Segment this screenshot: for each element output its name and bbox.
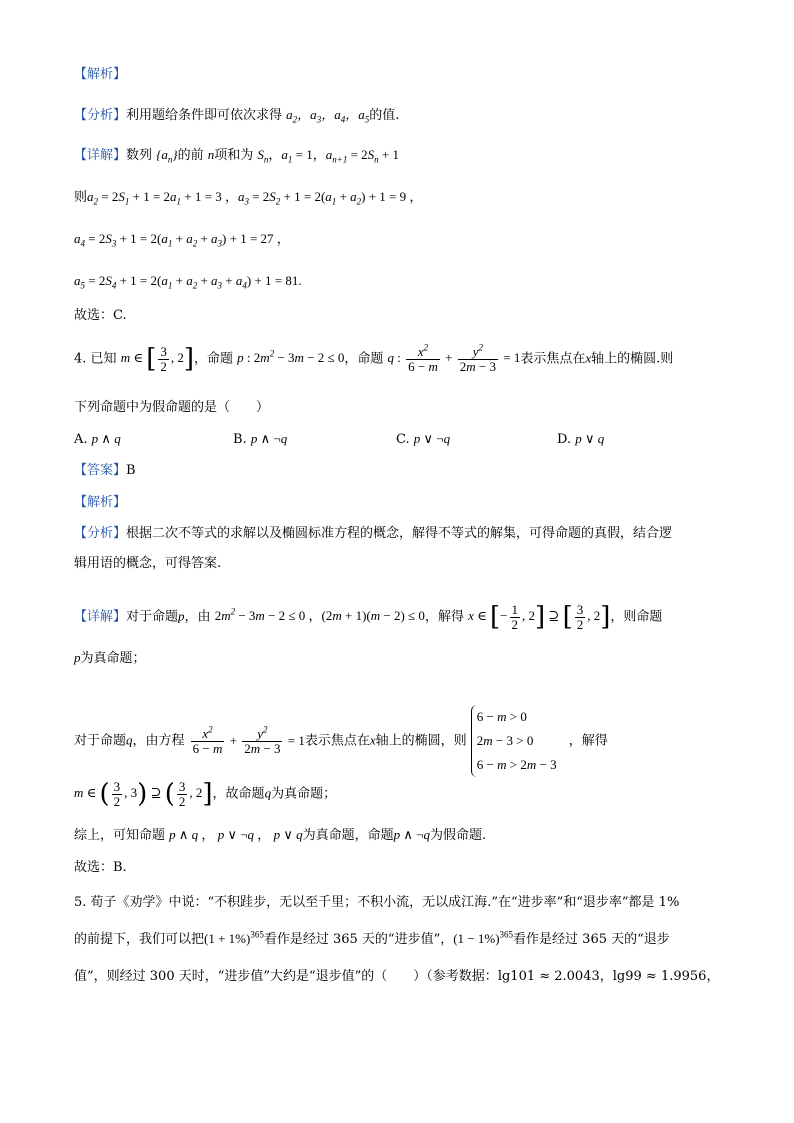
- math-true-props: p ∧ q ， p ∨ ¬q ， p ∨ q: [169, 827, 303, 842]
- math-option: p ∨ ¬q: [413, 431, 451, 446]
- detail-q-line-2: [74, 780, 336, 809]
- text: 看作是经过 365 天的“退步: [513, 932, 670, 947]
- detail-p-line-2: [74, 649, 146, 668]
- math-q: q: [264, 785, 272, 801]
- fraction: $\frac{y^2}{2m - 3}$: [244, 724, 281, 757]
- math-regress: $(1 - 1\%)^{365}$: [453, 929, 514, 946]
- math-lg99: lg99 ≈ 1.9956: [612, 969, 707, 984]
- text: ，: [706, 969, 720, 984]
- fraction: $\frac{3}{2}$: [160, 344, 167, 374]
- section-heading-analysis-2: [74, 494, 126, 512]
- math-p: p: [178, 608, 185, 624]
- fenxi-text: 利用题给条件即可依次求得: [126, 108, 283, 123]
- question-5-line-2: [74, 930, 670, 949]
- calc-line-1: [74, 188, 422, 207]
- text: ，命题: [344, 351, 384, 367]
- math-ineq: $2m^2 - 3m - 2 \le 0$ ，(2m + 1)(m − 2) ≤ 0: [214, 607, 425, 624]
- text: 故选：C.: [74, 308, 127, 323]
- text: 则: [74, 190, 88, 205]
- math-lg101: lg101 ≈ 2.0043: [497, 969, 600, 984]
- text: 对于命题: [126, 609, 179, 625]
- math-a2-a3: $a_2 = 2S_1 + 1 = 2a_1 + 1 = 3$ ，$a_3 = 2S_2 + 1 = 2(a_1 + a_2) + 1 = 9$ ，: [87, 189, 423, 207]
- xiangjie-line: [74, 146, 399, 165]
- math-option: p ∧ ¬q: [250, 431, 288, 446]
- text: 综上，可知命题: [74, 828, 166, 843]
- text: 表示焦点在: [304, 733, 370, 749]
- answer-label: 【答案】: [74, 463, 127, 478]
- text: 项和为: [214, 148, 254, 163]
- text: 轴上的椭圆，则: [375, 733, 467, 749]
- text: ，故命题: [212, 786, 265, 802]
- text: 值”，则经过 300 天时，“进步值”大约是“退步值”的（ ）（参考数据：: [74, 969, 498, 984]
- fenxi-tail: 的值.: [369, 108, 400, 123]
- summary-line: [74, 826, 486, 845]
- conclusion-1: [74, 307, 127, 325]
- text: ，解得: [424, 609, 464, 625]
- xiangjie-label: 【详解】: [74, 609, 127, 625]
- option-b[interactable]: [233, 431, 287, 447]
- fraction: $\frac{x^2}{6 - m}$: [192, 724, 223, 757]
- option-label: B.: [233, 432, 247, 447]
- fenxi-line: [74, 106, 399, 125]
- option-label: C.: [396, 432, 410, 447]
- question-4-line-2: [74, 399, 269, 417]
- text: 表示焦点在: [520, 351, 586, 367]
- question-5-line-3: [74, 968, 719, 986]
- text: 故选：B.: [74, 860, 127, 875]
- text: 下列命题中为假命题的是（ ）: [74, 400, 270, 415]
- math-option: p ∧ q: [91, 431, 121, 446]
- text: ，: [599, 969, 613, 984]
- fenxi-2-line-1: [74, 525, 672, 543]
- fraction: $\frac{1}{2}$: [511, 602, 518, 632]
- question-5-line-1: [74, 894, 679, 912]
- text: 轴上的椭圆.则: [591, 351, 674, 367]
- option-c[interactable]: [396, 431, 450, 447]
- math-p: p: [74, 650, 81, 665]
- text: 为假命题.: [429, 828, 487, 843]
- xiangjie-label: 【详解】: [74, 148, 127, 163]
- math-q: q: [126, 732, 133, 748]
- section-heading-analysis: [74, 66, 126, 84]
- math-a4: $a_4 = 2S_3 + 1 = 2(a_1 + a_2 + a_3) + 1 = 27$ ，: [74, 231, 290, 249]
- option-d[interactable]: [557, 431, 604, 447]
- math-x: x: [585, 350, 592, 366]
- question-4-line-1: [74, 342, 674, 375]
- fraction: $\frac{x^2}{6 - m}$: [408, 342, 438, 374]
- math-n: n: [207, 147, 215, 162]
- text: ，解得: [568, 733, 608, 749]
- math-false-prop: p ∧ ¬q: [393, 827, 430, 842]
- text: 的前提下，我们可以把: [74, 932, 205, 947]
- text: 辑用语的概念，可得答案.: [74, 556, 222, 571]
- math-x: x: [369, 732, 376, 748]
- text: ，由: [184, 609, 211, 625]
- text: ，则命题: [610, 609, 663, 625]
- text: 的前: [177, 148, 204, 163]
- fenxi-2-line-2: [74, 555, 221, 573]
- text: ，由方程: [132, 733, 185, 749]
- math-m-range: m ∈ [ $\frac{3}{2}$ , 2]: [120, 344, 195, 375]
- math-a5: $a_5 = 2S_4 + 1 = 2(a_1 + a_2 + a_3 + a_4) + 1 = 81$.: [74, 273, 302, 291]
- option-a[interactable]: [74, 431, 121, 447]
- fraction: $\frac{3}{2}$: [113, 779, 121, 809]
- conclusion-2: [74, 859, 127, 877]
- text: ，命题: [194, 351, 234, 367]
- math-progress: $(1 + 1\%)^{365}$: [204, 929, 264, 946]
- fenxi-label: 【分析】: [74, 526, 127, 541]
- text: 为真命题，命题: [302, 828, 394, 843]
- option-label: D.: [557, 432, 572, 447]
- text: 看作是经过 365 天的“进步值”，: [263, 932, 454, 947]
- math-x-range: x ∈ [− $\frac{1}{2}$ , 2] ⊇ [ $\frac{3}{2}$ , 2]: [468, 602, 611, 633]
- text: 为真命题；: [80, 651, 146, 666]
- math-recurrence: $S_n$，$a_1 = 1$，$a_{n+1} = 2S_n + 1$: [257, 147, 400, 165]
- detail-q-line: [74, 705, 608, 777]
- answer-value: B: [126, 463, 136, 478]
- heading-text: 【解析】: [74, 67, 127, 82]
- math-system: 6 − m > 0 2m − 3 > 0 6 − m > 2m − 3: [471, 705, 569, 777]
- math-prop-q: q : $\frac{x^2}{6 - m}$ + $\frac{y^2}{2m - 3}$ = 1: [387, 342, 521, 374]
- math-option: p ∨ q: [575, 431, 605, 446]
- fraction: $\frac{y^2}{2m - 3}$: [459, 342, 496, 374]
- calc-line-2: [74, 230, 290, 249]
- math-prop-p: p : $2m^2 - 3m - 2 \le 0$: [237, 349, 345, 366]
- fraction: $\frac{3}{2}$: [576, 602, 584, 632]
- answer-line: [74, 462, 136, 480]
- math-terms: $a_2$，$a_3$，$a_4$，$a_5$: [286, 107, 370, 125]
- math-seq: $\{a_n\}$: [156, 147, 178, 165]
- fenxi-label: 【分析】: [74, 108, 127, 123]
- text: 4. 已知: [74, 351, 117, 367]
- heading-text: 【解析】: [74, 495, 127, 510]
- option-label: A.: [74, 432, 88, 447]
- detail-p-line: [74, 603, 662, 632]
- text: 5. 荀子《劝学》中说：“不积跬步，无以至千里；不积小流，无以成江海.”在“进步率”和“退步率”都是 1%: [74, 895, 680, 910]
- calc-line-3: [74, 272, 302, 291]
- text: 根据二次不等式的求解以及椭圆标准方程的概念，解得不等式的解集，可得命题的真假，结合逻: [126, 526, 673, 541]
- text: 对于命题: [74, 733, 127, 749]
- text: 数列: [126, 148, 153, 163]
- fraction: $\frac{3}{2}$: [178, 779, 186, 809]
- math-ellipse: $\frac{x^2}{6 - m}$ + $\frac{y^2}{2m - 3}$ = 1: [192, 724, 305, 757]
- math-m-range-2: m ∈ ( $\frac{3}{2}$ , 3) ⊇ ( $\frac{3}{2}$ , 2]: [74, 779, 213, 810]
- text: 为真命题；: [271, 786, 337, 802]
